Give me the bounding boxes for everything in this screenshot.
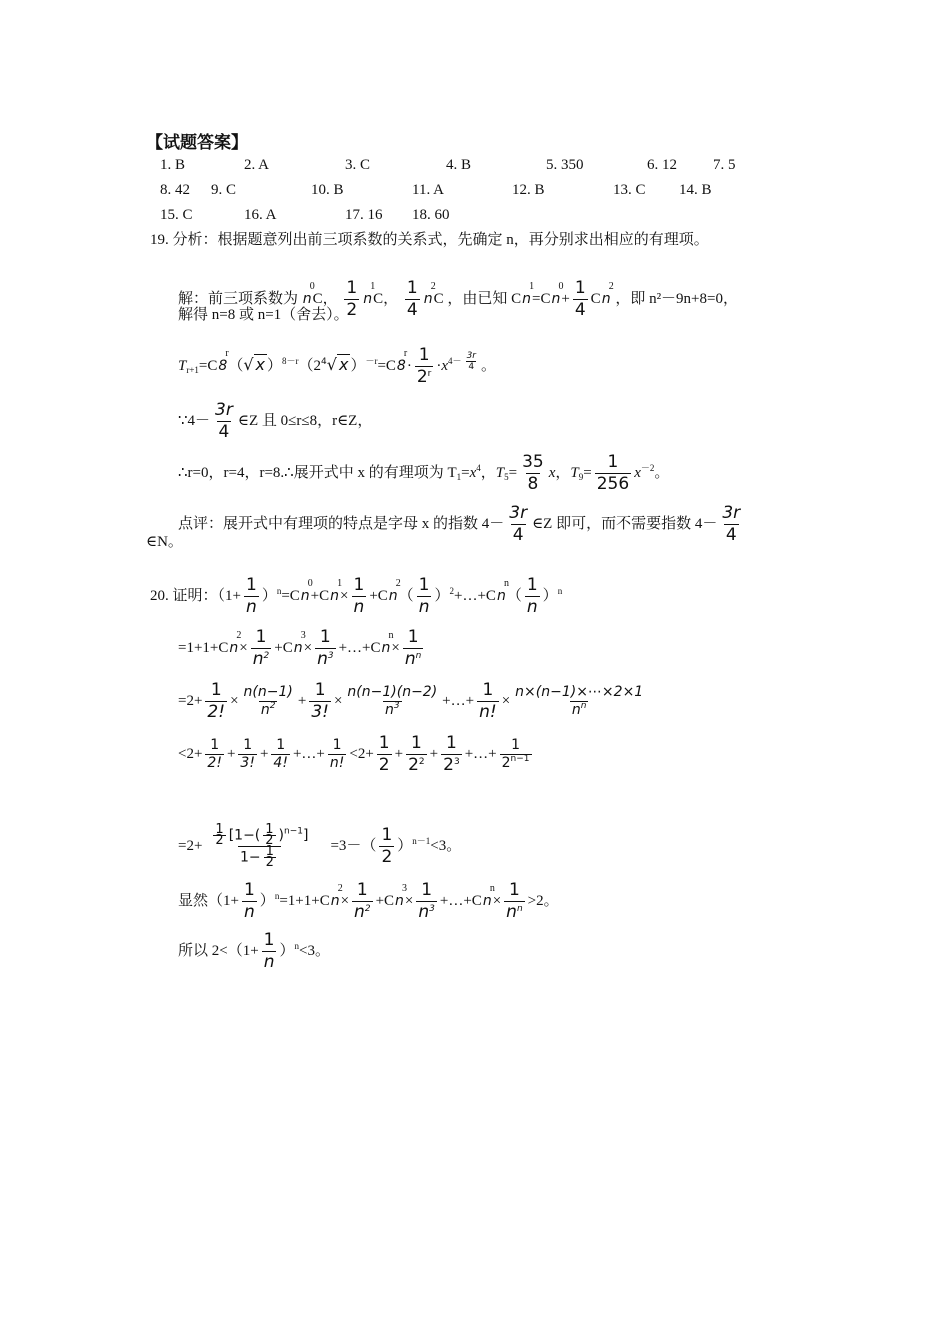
q19-because: ∵4－ $\frac{3r}{4}$ ∈Z 且 0≤r≤8，r∈Z， (178, 400, 373, 442)
q20-step4: =2+ $\frac{1}{2}$ [1−( $\frac{1}{2}$ )$^{n-1}$] 1− $\frac{1}{2}$ =3－（ $\frac{1}{2}$ ）$^{n-1}$<3。 (178, 822, 462, 870)
q19-analysis: 19. 分析：根据题意列出前三项系数的关系式，先确定 n，再分别求出相应的有理项。 (150, 232, 709, 248)
answer-item: 6. 12 (647, 157, 677, 173)
q20-step1: =1+1+C 2 n× $\frac{1}{n^2}$ +C 3 n× $\frac{1}{n^3}$ +…+C n n× $\frac{1}{n^n}$ (178, 627, 422, 669)
q19-comment-tail: ∈N。 (146, 534, 183, 550)
q19-sol-prefix: 解：前三项系数为 (178, 290, 299, 307)
q19-solution-line: 解：前三项系数为 0 nC， $\frac{1}{2}$ 1 nC， $\frac{1}{4}$ 2 nC ，由已知 C 1 n=C 0 n+ $\frac{1}{4}$ C 2 n ，即 n²－9n+8=0， (178, 278, 738, 320)
q20-expansion: 20. 证明：（1+ $\frac{1}{n}$ ）$^n$=C 0 n+C 1 n× $\frac{1}{n}$ +C 2 n（ $\frac{1}{n}$ ）$^2$+…+C n n（ $\frac{1}{n}$ ）$^n$ (150, 575, 563, 617)
answer-item: 14. B (679, 182, 712, 198)
answer-item: 7. 5 (713, 157, 736, 173)
answer-item: 8. 42 (160, 182, 190, 198)
q19-therefore: ∴r=0，r=4，r=8.∴展开式中 x 的有理项为 $T_1=x^4$，$T_5=$ $\frac{35}{8}$ x，$T_9=$ $\frac{1}{256}$ $x^{-2}$。 (178, 452, 670, 494)
answer-item: 2. A (244, 157, 270, 173)
answers-heading: 【试题答案】 (146, 133, 248, 153)
q20-label: 20. 证明： (150, 587, 218, 604)
q19-general-term: $T_{r+1}=C$ r 8（√ x ）$^{8-r}(2^4√$ x ）$^{-r}$=C r 8· $\frac{1}{2^r}$ $\cdot x^{4- \frac{3r}{4}}$ 。 (178, 345, 497, 387)
q19-sol-equation: ，即 n²－9n+8=0， (615, 290, 738, 307)
q19-therefore-head: ∴r=0，r=4，r=8.∴展开式中 x 的有理项为 T (178, 464, 457, 481)
q19-solution-result: 解得 n=8 或 n=1（舍去）。 (178, 307, 349, 323)
answer-item: 11. A (412, 182, 444, 198)
q20-step3: <2+ $\frac{1}{2!}$ + $\frac{1}{3!}$ + $\frac{1}{4!}$ +…+ $\frac{1}{n!}$ <2+ $\frac{1}{2}$ + $\frac{1}{2^2}$ + $\frac{1}{2^3}$ +…+ $\frac{1}{2^{n-1}}$ (178, 733, 530, 775)
answer-item: 10. B (311, 182, 344, 198)
answer-item: 15. C (160, 207, 193, 223)
q19-because-head: ∵4－ (178, 412, 211, 429)
answer-item: 16. A (244, 207, 277, 223)
q20-conclusion-head: 所以 2<（1+ (178, 942, 259, 959)
q19-comment-head: 点评：展开式中有理项的特点是字母 x 的指数 4－ (178, 515, 505, 532)
answer-item: 4. B (446, 157, 472, 173)
answer-item: 13. C (613, 182, 646, 198)
answer-item: 18. 60 (412, 207, 450, 223)
q20-obvious-head: 显然（1+ (178, 892, 239, 909)
q19-comment: 点评：展开式中有理项的特点是字母 x 的指数 4－ $\frac{3r}{4}$ ∈Z 即可，而不需要指数 4－ $\frac{3r}{4}$ (178, 503, 741, 545)
q20-step2: =2+ $\frac{1}{2!}$ × $\frac{n(n-1)}{n^2}$ + $\frac{1}{3!}$ × $\frac{n(n-1)(n-2)}{n^3}$ +…+ $\frac{1}{n!}$ × $\frac{n\times(n-1)\times\cdots\times 2\times 1}{n^n}$ (178, 680, 644, 722)
q19-because-tail: ∈Z 且 0≤r≤8，r∈Z， (237, 412, 373, 429)
answer-item: 1. B (160, 157, 186, 173)
q19-sol-mid: ，由已知 (447, 290, 508, 307)
answer-item: 5. 350 (546, 157, 584, 173)
answer-item: 12. B (512, 182, 545, 198)
answer-item: 17. 16 (345, 207, 383, 223)
answer-item: 9. C (211, 182, 237, 198)
q19-comment-mid: ∈Z 即可，而不需要指数 4－ (532, 515, 718, 532)
q20-obvious: 显然（1+ $\frac{1}{n}$ ）$^n$=1+1+C 2 n× $\frac{1}{n^2}$ +C 3 n× $\frac{1}{n^3}$ +…+C n n× $\frac{1}{n^n}$ >2。 (178, 880, 559, 922)
answer-item: 3. C (345, 157, 371, 173)
q20-conclusion: 所以 2<（1+ $\frac{1}{n}$ ）$^n$<3。 (178, 930, 330, 972)
